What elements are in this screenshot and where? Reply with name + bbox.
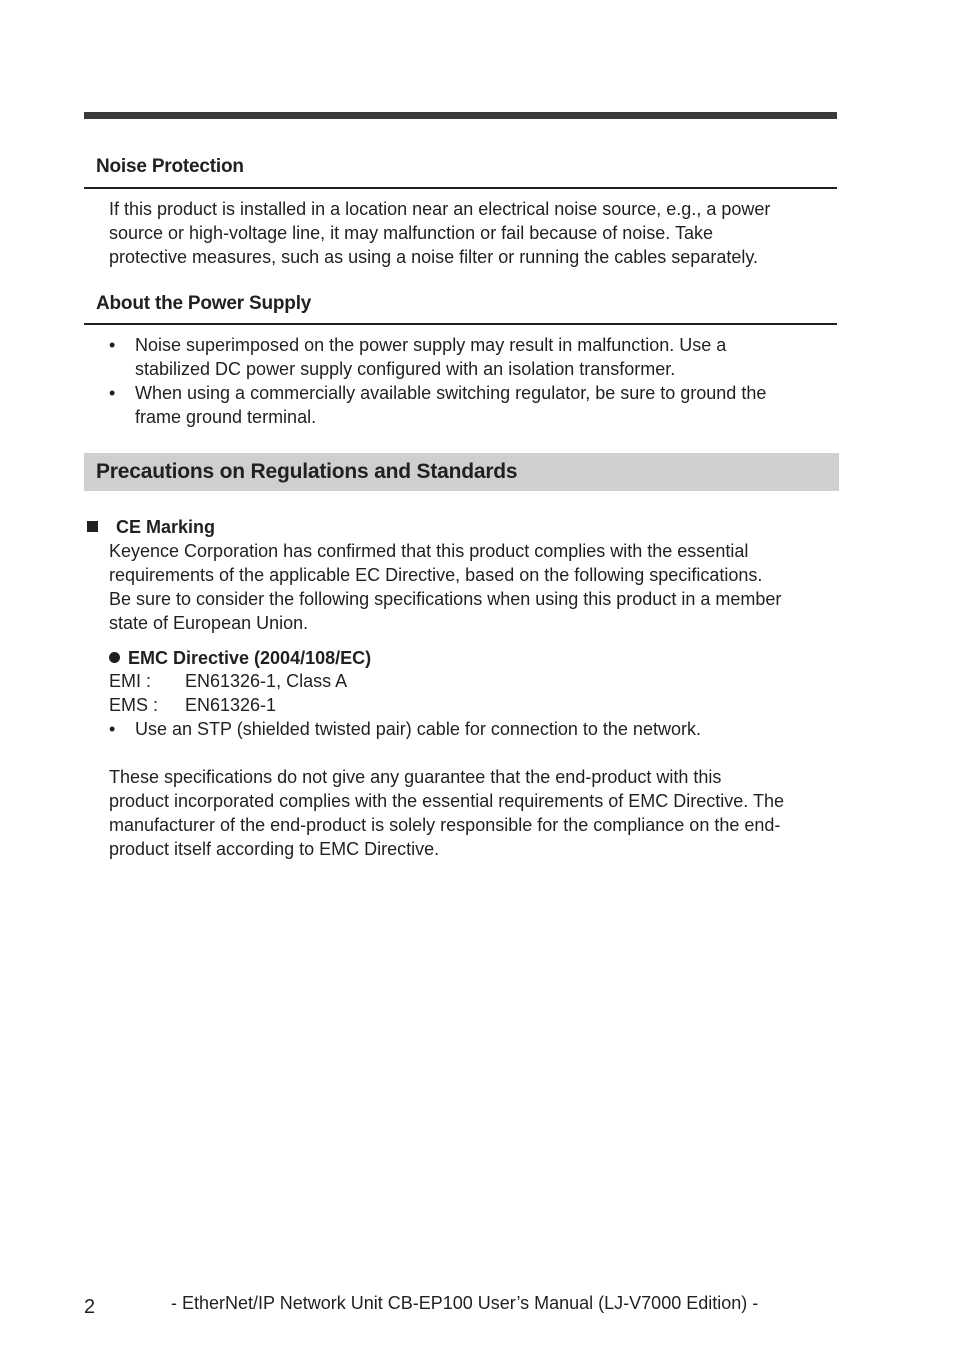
- list-item: [109, 717, 844, 741]
- emc-note: Use an STP (shielded twisted pair) cable for connection to the network.: [135, 719, 701, 739]
- power-supply-rule: [84, 323, 837, 325]
- list-item: [109, 333, 844, 381]
- list-item-line: When using a commercially available switching regulator, be sure to ground the: [135, 383, 767, 403]
- spec-value: EN61326-1: [185, 695, 277, 715]
- power-supply-list: [109, 333, 844, 429]
- paragraph-line: Be sure to consider the following specifications when using this product in a member: [109, 589, 782, 609]
- filled-circle-icon: [109, 652, 120, 663]
- page-number: 2: [84, 1296, 96, 1318]
- bullet-dot: •: [109, 335, 116, 355]
- list-item-line: frame ground terminal.: [135, 407, 317, 427]
- bullet-dot: •: [109, 719, 116, 739]
- paragraph-line: If this product is installed in a location near an electrical noise source, e.g., a power: [109, 199, 771, 219]
- paragraph-line: product itself according to EMC Directive.: [109, 839, 440, 859]
- footer-title: - EtherNet/IP Network Unit CB-EP100 User’s Manual (LJ-V7000 Edition) -: [171, 1293, 759, 1313]
- bullet-dot: •: [109, 383, 116, 403]
- paragraph-line: product incorporated complies with the essential requirements of EMC Directive. The: [109, 791, 784, 811]
- paragraph-line: manufacturer of the end-product is solely responsible for the compliance on the end-: [109, 815, 781, 835]
- emc-disclaimer-paragraph: [109, 765, 844, 861]
- regulations-section-bar: [84, 453, 839, 491]
- list-item-line: Noise superimposed on the power supply may result in malfunction. Use a: [135, 335, 727, 355]
- spec-key: EMS :: [109, 695, 159, 715]
- noise-protection-rule: [84, 187, 837, 189]
- paragraph-line: requirements of the applicable EC Directive, based on the following specifications.: [109, 565, 763, 585]
- paragraph-line: These specifications do not give any guarantee that the end-product with this: [109, 767, 722, 787]
- list-item: [109, 381, 844, 429]
- regulations-section-title: Precautions on Regulations and Standards: [96, 460, 518, 483]
- power-supply-heading: About the Power Supply: [96, 293, 312, 314]
- paragraph-line: source or high-voltage line, it may malfunction or fail because of noise. Take: [109, 223, 713, 243]
- spec-value: EN61326-1, Class A: [185, 671, 348, 691]
- emc-note-list: [109, 717, 844, 741]
- square-bullet-icon: [87, 521, 98, 532]
- paragraph-line: Keyence Corporation has confirmed that this product complies with the essential: [109, 541, 749, 561]
- ce-marking-title: CE Marking: [116, 517, 216, 537]
- spec-key: EMI :: [109, 671, 152, 691]
- top-rule: [84, 112, 837, 119]
- paragraph-line: state of European Union.: [109, 613, 309, 633]
- list-item-line: stabilized DC power supply configured with an isolation transformer.: [135, 359, 676, 379]
- paragraph-line: protective measures, such as using a noise filter or running the cables separately.: [109, 247, 759, 267]
- ce-marking-paragraph: [109, 539, 844, 635]
- emc-directive-heading: [109, 646, 371, 670]
- noise-protection-heading: Noise Protection: [96, 156, 244, 177]
- emc-directive-title: EMC Directive (2004/108/EC): [128, 648, 372, 668]
- noise-protection-paragraph: [109, 197, 844, 269]
